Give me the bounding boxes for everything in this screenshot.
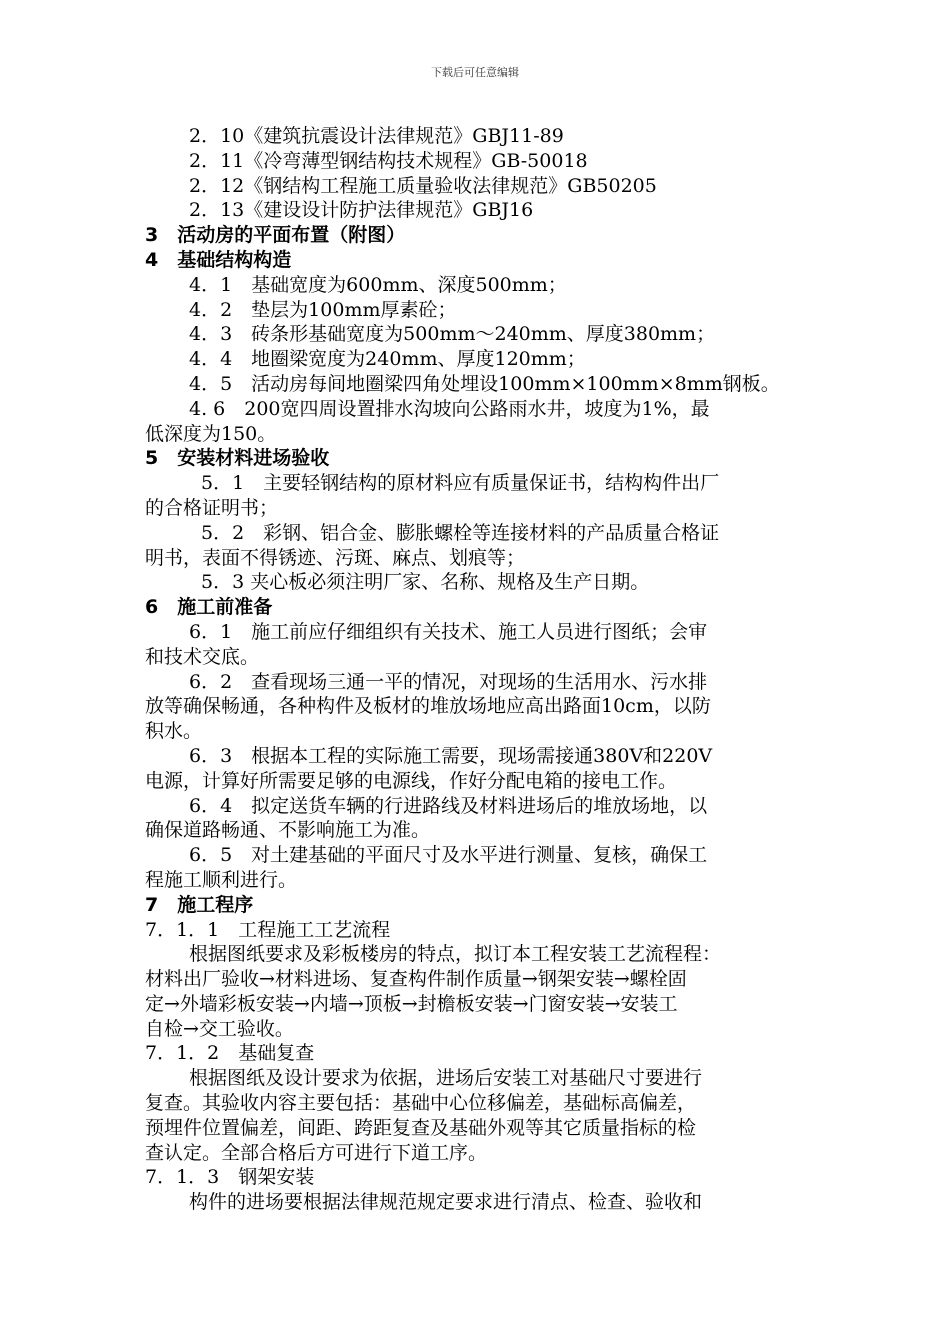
text-line: 6．2 查看现场三通一平的情况，对现场的生活用水、污水排 — [189, 670, 708, 693]
section-heading: 4 基础结构构造 — [145, 248, 292, 271]
text-line: 放等确保畅通，各种构件及板材的堆放场地应高出路面10cm，以防 — [145, 695, 711, 718]
text-line: 7．1．3 钢架安装 — [145, 1166, 315, 1189]
document-body — [145, 124, 810, 1215]
text-line: 2．12《钢结构工程施工质量验收法律规范》GB50205 — [189, 174, 657, 197]
text-line: 6．5 对土建基础的平面尺寸及水平进行测量、复核，确保工 — [189, 844, 708, 867]
text-line: 的合格证明书； — [145, 496, 279, 519]
text-line: 预埋件位置偏差，间距、跨距复查及基础外观等其它质量指标的检 — [145, 1116, 697, 1139]
text-line: 4．4 地圈梁宽度为240mm、厚度120mm； — [189, 348, 586, 371]
text-line: 和技术交底。 — [145, 645, 260, 668]
text-line: 程施工顺利进行。 — [145, 868, 298, 891]
section-heading: 5 安装材料进场验收 — [145, 447, 330, 470]
text-line: 定→外墙彩板安装→内墙→顶板→封檐板安装→门窗安装→安装工 — [145, 992, 678, 1015]
text-line: 2．13《建设设计防护法律规范》GBJ16 — [189, 199, 534, 222]
text-line: 确保道路畅通、不影响施工为准。 — [145, 819, 431, 842]
text-line: 5．1 主要轻钢结构的原材料应有质量保证书，结构构件出厂 — [201, 472, 720, 495]
text-line: 4. 6 200宽四周设置排水沟坡向公路雨水井，坡度为1%，最 — [189, 397, 710, 420]
text-line: 明书，表面不得锈迹、污斑、麻点、划痕等； — [145, 546, 526, 569]
text-line: 5．2 彩钢、铝合金、膨胀螺栓等连接材料的产品质量合格证 — [201, 521, 720, 544]
text-line: 自检→交工验收。 — [145, 1017, 294, 1040]
text-line: 6．3 根据本工程的实际施工需要，现场需接通380V和220V — [189, 744, 713, 767]
section-heading: 7 施工程序 — [145, 893, 254, 916]
text-line: 7．1．1 工程施工工艺流程 — [145, 918, 391, 941]
text-line: 根据图纸及设计要求为依据，进场后安装工对基础尺寸要进行 — [189, 1067, 703, 1090]
text-line: 2．10《建筑抗震设计法律规范》GBJ11-89 — [189, 125, 564, 147]
text-line: 6．1 施工前应仔细组织有关技术、施工人员进行图纸；会审 — [189, 620, 708, 643]
text-line: 材料出厂验收→材料进场、复查构件制作质量→钢架安装→螺栓固 — [145, 968, 687, 991]
text-line: 4．1 基础宽度为600mm、深度500mm； — [189, 273, 567, 296]
text-line: 查认定。全部合格后方可进行下道工序。 — [145, 1141, 488, 1164]
section-heading: 3 活动房的平面布置（附图） — [145, 224, 406, 247]
text-line: 4．2 垫层为100mm厚素砼； — [189, 298, 457, 321]
text-line: 4．3 砖条形基础宽度为500mm～240mm、厚度380mm； — [189, 323, 716, 346]
text-line: 2．11《冷弯薄型钢结构技术规程》GB-50018 — [189, 149, 588, 172]
section-heading: 6 施工前准备 — [145, 596, 273, 619]
page-header: 下载后可任意编辑 — [431, 66, 519, 79]
text-line: 复查。其验收内容主要包括：基础中心位移偏差，基础标高偏差， — [145, 1092, 697, 1115]
text-line: 积水。 — [145, 720, 203, 743]
text-line: 根据图纸要求及彩板楼房的特点，拟订本工程安装工艺流程程： — [189, 943, 722, 966]
text-line: 6．4 拟定送货车辆的行进路线及材料进场后的堆放场地，以 — [189, 794, 708, 817]
text-line: 电源，计算好所需要足够的电源线，作好分配电箱的接电工作。 — [145, 769, 678, 792]
text-line: 4．5 活动房每间地圈梁四角处埋设100mm×100mm×8mm钢板。 — [189, 372, 780, 395]
text-line: 低深度为150。 — [145, 422, 277, 445]
text-line: 构件的进场要根据法律规范规定要求进行清点、检查、验收和 — [189, 1191, 703, 1214]
text-line: 5．3 夹心板必须注明厂家、名称、规格及生产日期。 — [201, 571, 650, 594]
text-line: 7．1．2 基础复查 — [145, 1042, 315, 1065]
